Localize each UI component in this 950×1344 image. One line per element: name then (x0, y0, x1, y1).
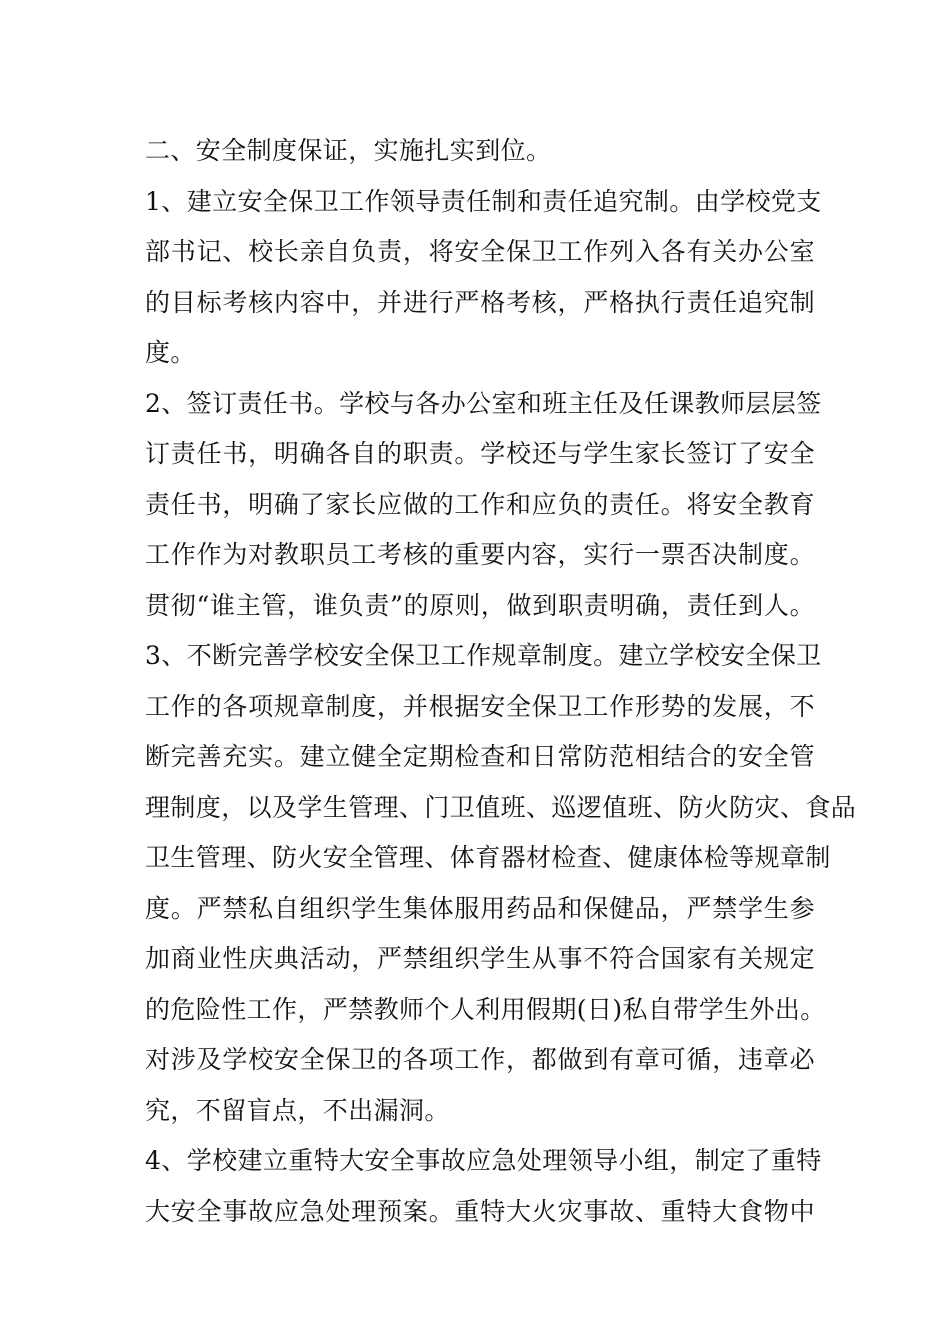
text-line: 度。 (145, 338, 196, 367)
text-line: 1、建立安全保卫工作领导责任制和责任追究制。由学校党支 (145, 186, 822, 216)
text-line: 断完善充实。建立健全定期检查和日常防范相结合的安全管 (145, 742, 815, 771)
text-line: 订责任书，明确各自的职责。学校还与学生家长签订了安全 (145, 439, 815, 468)
document-body (145, 126, 857, 1237)
text-line: 大安全事故应急处理预案。重特大火灾事故、重特大食物中 (145, 1196, 815, 1226)
text-line: 度。严禁私自组织学生集体服用药品和保健品，严禁学生参 (145, 893, 815, 923)
text-line: 的危险性工作，严禁教师个人利用假期(日)私自带学生外出。 (145, 994, 826, 1024)
text-line: 究，不留盲点，不出漏洞。 (145, 1095, 450, 1125)
text-line: 部书记、校长亲自负责，将安全保卫工作列入各有关办公室 (145, 237, 815, 266)
text-line: 工作作为对教职员工考核的重要内容，实行一票否决制度。 (145, 540, 815, 569)
text-line: 责任书，明确了家长应做的工作和应负的责任。将安全教育 (145, 489, 815, 519)
text-line: 4、学校建立重特大安全事故应急处理领导小组，制定了重特 (145, 1146, 822, 1175)
text-line: 卫生管理、防火安全管理、体育器材检查、健康体检等规章制 (145, 843, 831, 872)
text-line: 工作的各项规章制度，并根据安全保卫工作形势的发展，不 (145, 691, 815, 721)
text-line: 2、签订责任书。学校与各办公室和班主任及任课教师层层签 (145, 388, 822, 418)
text-line: 对涉及学校安全保卫的各项工作，都做到有章可循，违章必 (145, 1045, 815, 1074)
text-line: 贯彻“谁主管，谁负责”的原则，做到职责明确，责任到人。 (145, 590, 815, 620)
text-line: 二、安全制度保证，实施扎实到位。 (145, 136, 552, 165)
text-line: 的目标考核内容中，并进行严格考核，严格执行责任追究制 (145, 287, 815, 317)
text-line: 3、不断完善学校安全保卫工作规章制度。建立学校安全保卫 (145, 641, 822, 670)
text-line: 加商业性庆典活动，严禁组织学生从事不符合国家有关规定 (145, 944, 815, 973)
text-line: 理制度，以及学生管理、门卫值班、巡逻值班、防火防灾、食品 (145, 792, 857, 822)
